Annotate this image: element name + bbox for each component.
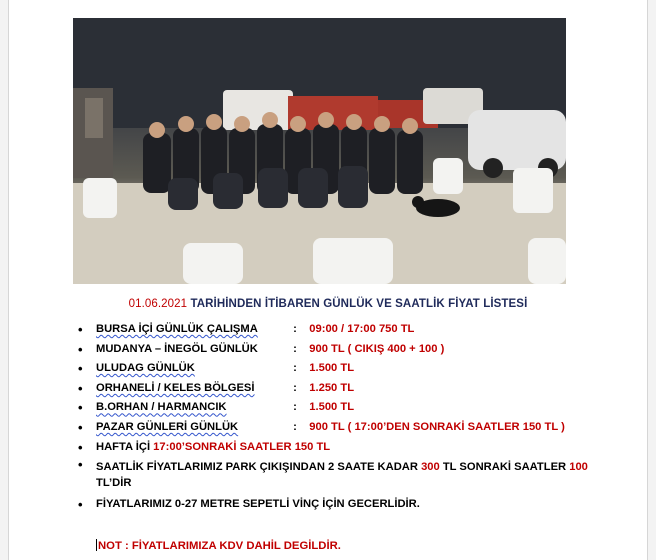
item-value: 1.250 TL [309, 381, 355, 394]
item-label: HAFTA İÇİ [96, 440, 154, 453]
hourly-price-2: 100 [569, 461, 588, 474]
item-separator: : [290, 401, 297, 414]
list-item [78, 398, 638, 418]
title-text: TARİHİNDEN İTİBAREN GÜNLÜK VE SAATLİK FİYAT LİSTESİ [187, 298, 528, 310]
item-label: MUDANYA – İNEGÖL GÜNLÜK [96, 342, 258, 355]
hourly-price-1: 300 [421, 461, 440, 474]
item-label: ULUDAG GÜNLÜK [96, 362, 195, 375]
item-value: 09:00 / 17:00 750 TL [309, 323, 415, 335]
vat-note [96, 539, 341, 552]
item-value: 1.500 TL [309, 401, 355, 414]
item-separator: : [290, 342, 297, 355]
price-list [78, 320, 638, 515]
list-item [78, 457, 638, 495]
item-separator: : [290, 381, 297, 394]
list-item [78, 340, 638, 360]
item-value: 900 TL ( 17:00’DEN SONRAKİ SAATLER 150 TL ) [309, 420, 565, 433]
right-margin-bar [647, 0, 656, 560]
group-photo [73, 18, 566, 284]
list-item [78, 438, 638, 458]
item-separator: : [290, 362, 297, 375]
list-item [78, 495, 638, 515]
item-label: BURSA İÇİ GÜNLÜK ÇALIŞMA [96, 323, 258, 335]
item-value: 900 TL ( CIKIŞ 400 + 100 ) [309, 342, 445, 355]
item-separator: : [290, 323, 297, 335]
item-label: B.ORHAN / HARMANCIK [96, 401, 227, 414]
title-date: 01.06.2021 [128, 298, 188, 310]
list-item [78, 379, 638, 399]
item-value: 1.500 TL [309, 362, 355, 375]
list-item [78, 320, 638, 340]
hourly-text-2: TL SONRAKİ SAATLER [439, 461, 570, 474]
item-value: 17:00’SONRAKİ SAATLER 150 TL [153, 440, 331, 453]
item-separator: : [290, 420, 297, 433]
price-list-title [0, 298, 656, 310]
crane-text: FİYATLARIMIZ 0-27 METRE SEPETLİ VİNÇ İÇİN GECERLİDİR. [96, 498, 420, 511]
text-cursor [96, 539, 97, 551]
list-item [78, 418, 638, 438]
vat-note-text: NOT : FİYATLARIMIZA KDV DAHİL DEGİLDİR. [98, 540, 341, 552]
left-margin-bar [0, 0, 9, 560]
hourly-text-3: TL’DİR [96, 477, 132, 490]
hourly-text-1: SAATLİK FİYATLARIMIZ PARK ÇIKIŞINDAN 2 SAATE KADAR [96, 461, 422, 474]
group-photo-illustration [73, 18, 566, 284]
item-label: PAZAR GÜNLERİ GÜNLÜK [96, 420, 239, 433]
item-label: ORHANELİ / KELES BÖLGESİ [96, 381, 255, 394]
list-item [78, 359, 638, 379]
